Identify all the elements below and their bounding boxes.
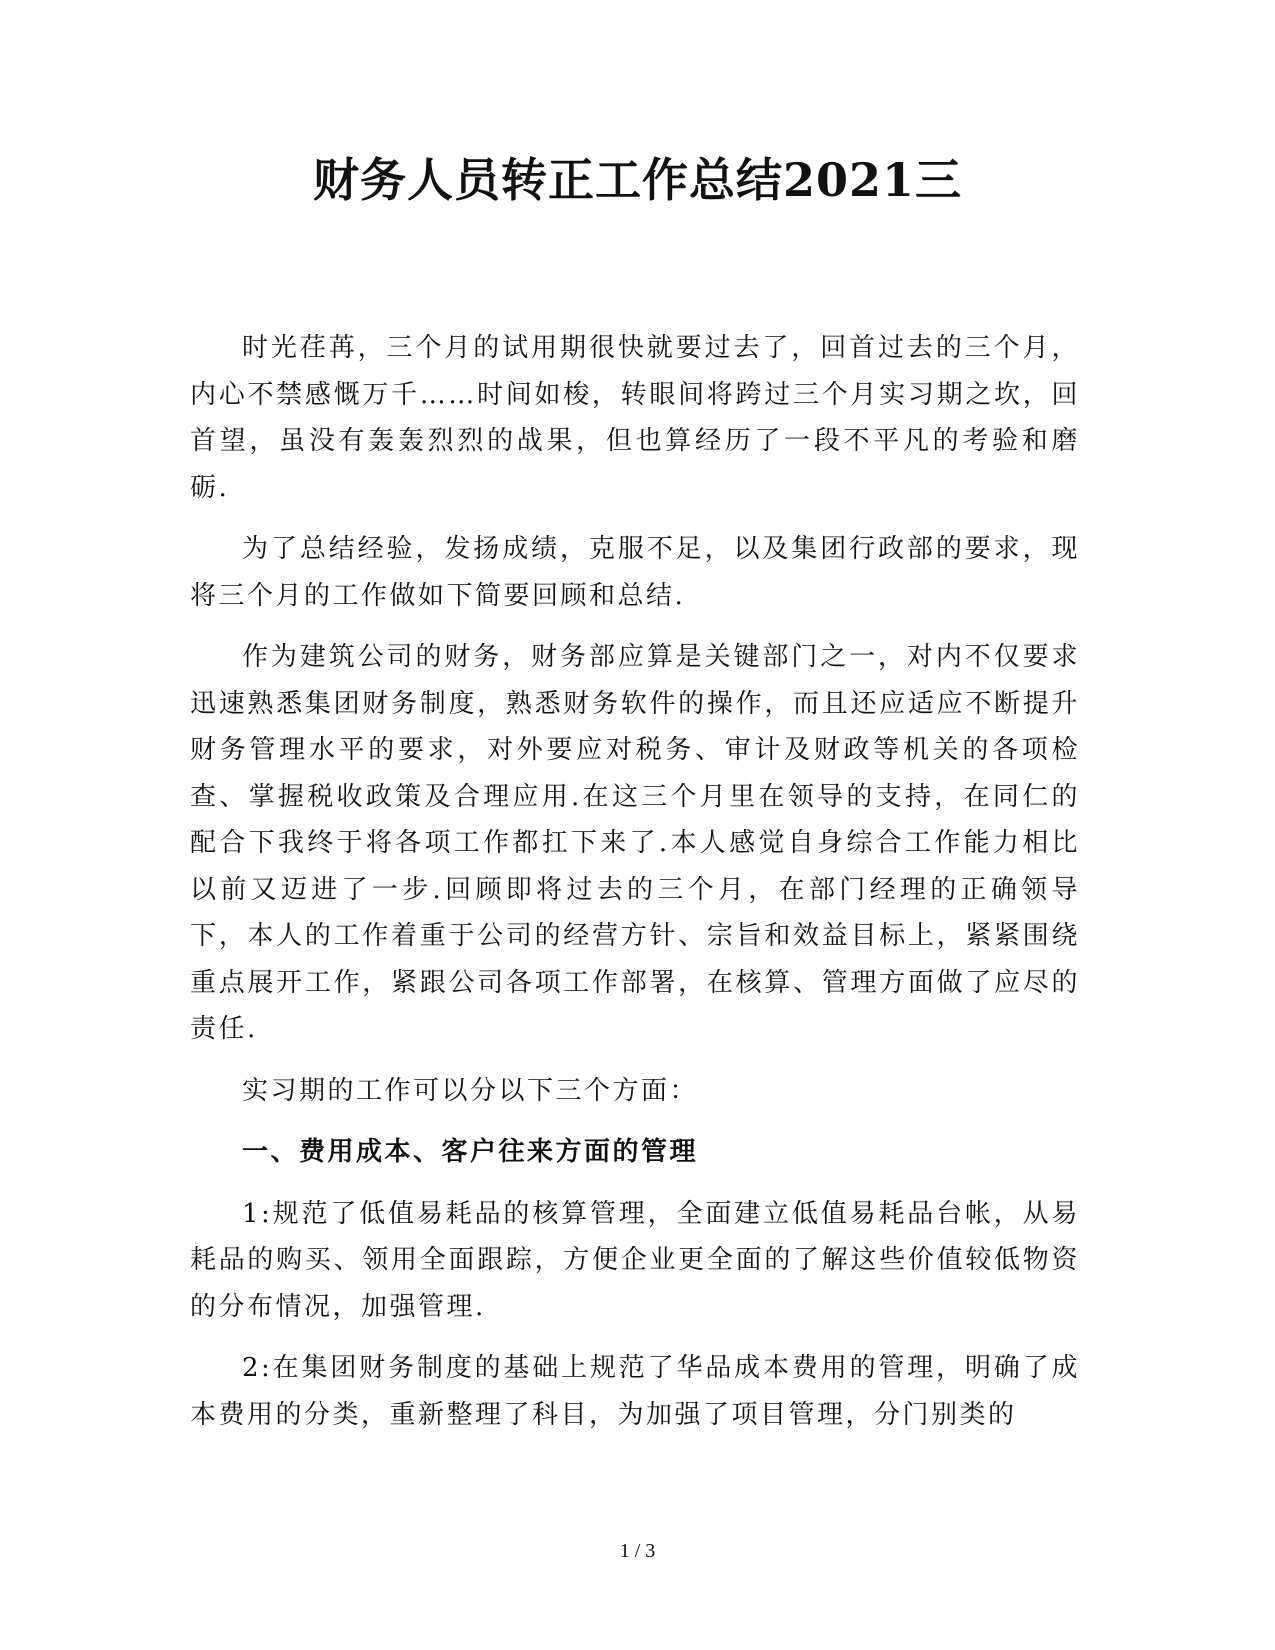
paragraph-three-aspects: 实习期的工作可以分以下三个方面： (242, 1075, 699, 1106)
paragraph-item-2: 2:在集团财务制度的基础上规范了华品成本费用的管理，明确了成本费用的分类，重新整理了科目，为加强了项目管理，分门别类的 (190, 1353, 1080, 1430)
document-body (190, 325, 1080, 1453)
paragraph-purpose: 为了总结经验，发扬成绩，克服不足，以及集团行政部的要求，现将三个月的工作做如下简要回顾和总结. (190, 534, 1080, 611)
paragraph-intro: 时光荏苒，三个月的试用期很快就要过去了，回首过去的三个月，内心不禁感慨万千……时间如梭，转眼间将跨过三个月实习期之坎，回首望，虽没有轰轰烈烈的战果，但也算经历了一段不平凡的考验和磨砺. (190, 333, 1080, 503)
section-heading-1: 一、费用成本、客户往来方面的管理 (242, 1137, 699, 1167)
document-title: 财务人员转正工作总结2021三 (312, 153, 963, 207)
paragraph-role: 作为建筑公司的财务，财务部应算是关键部门之一，对内不仅要求迅速熟悉集团财务制度，熟悉财务软件的操作，而且还应适应不断提升财务管理水平的要求，对外要应对税务、审计及财政等机关的各项检查、掌握税收政策及合理应用.在这三个月里在领导的支持，在同仁的配合下我终于将各项工作都扛下来了.本人感觉自身综合工作能力相比以前又迈进了一步.回顾即将过去的三个月，在部门经理的正确领导下，本人的工作着重于公司的经营方针、宗旨和效益目标上，紧紧围绕重点展开工作，紧跟公司各项工作部署，在核算、管理方面做了应尽的责任. (190, 642, 1080, 1044)
paragraph-item-1: 1:规范了低值易耗品的核算管理，全面建立低值易耗品台帐，从易耗品的购买、领用全面跟踪，方便企业更全面的了解这些价值较低物资的分布情况，加强管理. (190, 1198, 1080, 1322)
page-number: 1 / 3 (619, 1540, 656, 1562)
